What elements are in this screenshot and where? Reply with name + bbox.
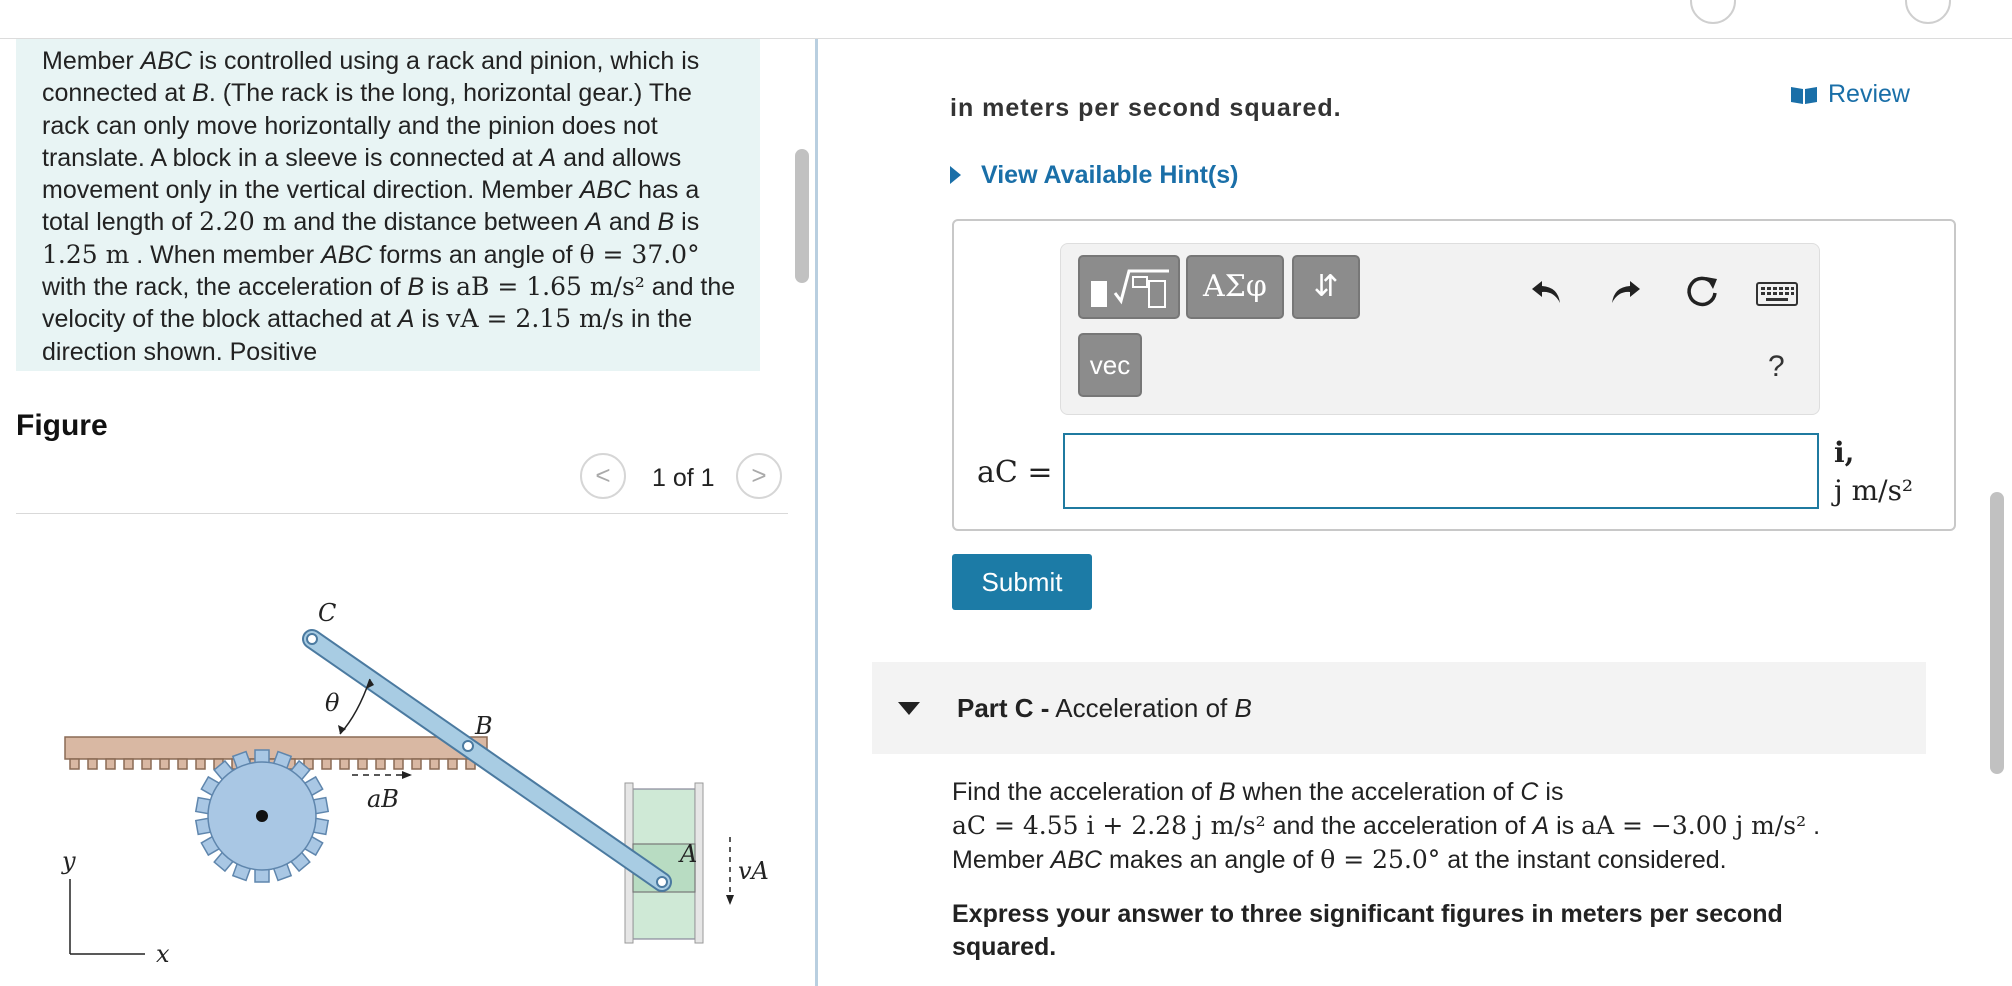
- figure-counter: 1 of 1: [652, 464, 715, 492]
- theta2-value: θ = 25.0°: [1320, 845, 1441, 874]
- clipped-instruction-text: in meters per second squared.: [950, 94, 1342, 122]
- templates-icon: [1081, 259, 1177, 315]
- view-hints-link[interactable]: [950, 161, 1238, 190]
- part-c-instructions: Express your answer to three significant figures in meters per second squared.: [952, 900, 1783, 961]
- mechanism-figure: [40, 579, 769, 979]
- unit-j: j m/s²: [1834, 474, 1914, 507]
- answer-label: aC =: [977, 455, 1053, 490]
- figure-divider: [16, 513, 788, 514]
- top-nav-circle-right[interactable]: [1905, 0, 1951, 24]
- distance-value: 1.25 m: [42, 239, 130, 269]
- label-ab: aB: [367, 785, 399, 813]
- book-icon: [1790, 83, 1818, 112]
- right-scrollbar-thumb[interactable]: [1990, 492, 2004, 774]
- keyboard-icon[interactable]: [1756, 282, 1798, 311]
- figure-next-button[interactable]: >: [736, 453, 782, 499]
- review-link[interactable]: [1790, 80, 1910, 112]
- aa-expression: aA = −3.00 j m/s²: [1581, 811, 1807, 840]
- answer-units: [1834, 434, 1913, 510]
- label-va: vA: [738, 857, 769, 885]
- part-c-title[interactable]: Part C - Acceleration of B: [957, 693, 1252, 723]
- ac-expression: aC = 4.55 i + 2.28 j m/s²: [952, 811, 1266, 840]
- label-b: B: [475, 712, 493, 740]
- figure-title: Figure: [16, 409, 108, 442]
- help-button[interactable]: ?: [1768, 350, 1785, 383]
- top-nav-circle-left[interactable]: [1690, 0, 1736, 24]
- top-bar: [0, 0, 2012, 39]
- pane-divider[interactable]: [815, 39, 818, 986]
- xy-axes: [70, 879, 145, 954]
- ab-value: aB = 1.65 m/s²: [456, 272, 645, 302]
- collapse-triangle-icon[interactable]: [898, 702, 920, 715]
- left-scrollbar-thumb[interactable]: [795, 149, 809, 283]
- problem-statement: [16, 39, 760, 371]
- length-value: 2.20 m: [199, 207, 287, 237]
- part-c-question: Find the acceleration of B when the acceleration of C is aC = 4.55 i + 2.28 j m/s² and the acceleration of A is aA = −3.00 j m/s² . Member ABC makes an angle of θ = 25.0° at the instant considered.: [952, 778, 1821, 874]
- va-value: vA = 2.15 m/s: [446, 304, 624, 334]
- greek-symbols-button[interactable]: ΑΣφ: [1186, 255, 1284, 319]
- figure-prev-button[interactable]: <: [580, 453, 626, 499]
- label-theta: θ: [325, 689, 340, 717]
- label-x: x: [156, 940, 170, 968]
- answer-input[interactable]: [1063, 433, 1819, 509]
- templates-button[interactable]: [1078, 255, 1180, 319]
- problem-text: Member ABC is controlled using a rack and pinion, which is connected at B. (The rack is the long, horizontal gear.) The rack can only move horizontally and the pinion does not translate. A block in a sleeve is connected at A and allows movement only in the vertical direction. Member ABC has a total length of 2.20 m and the distance between A and B is 1.25 m . When member ABC forms an angle of θ = 37.0° with the rack, the acceleration of B is aB = 1.65 m/s² and the velocity of the block attached at A is vA = 2.15 m/s in the direction shown. Positive: [42, 47, 736, 366]
- label-a: A: [680, 840, 698, 868]
- submit-button[interactable]: Submit: [952, 554, 1092, 610]
- vec-button[interactable]: vec: [1078, 333, 1142, 397]
- left-pane: [0, 39, 812, 986]
- theta-value: θ = 37.0°: [579, 239, 700, 269]
- reset-icon[interactable]: [1684, 273, 1720, 314]
- review-label: Review: [1828, 80, 1910, 108]
- pinion-gear: [196, 750, 328, 882]
- label-c: C: [318, 599, 337, 627]
- hint-label: View Available Hint(s): [981, 161, 1239, 189]
- sort-arrows-button[interactable]: ⇵: [1292, 255, 1360, 319]
- expand-triangle-icon: [950, 166, 961, 184]
- label-y: y: [62, 847, 76, 875]
- redo-icon[interactable]: [1608, 273, 1642, 312]
- unit-i: i,: [1834, 436, 1855, 469]
- undo-icon[interactable]: [1530, 273, 1564, 312]
